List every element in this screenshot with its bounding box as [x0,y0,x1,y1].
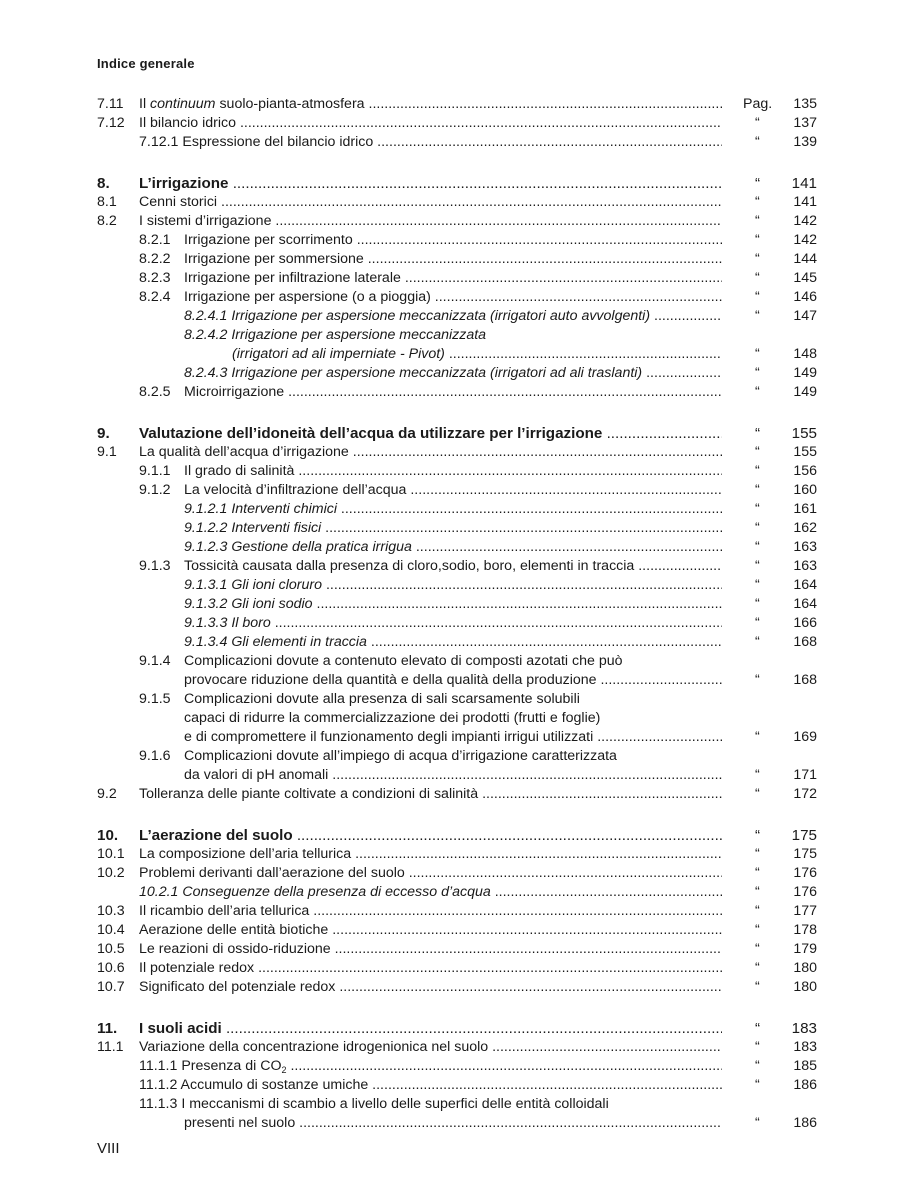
toc-page-number: 148 [793,346,817,362]
toc-section-number: 10.1 [97,846,125,862]
toc-ditto-mark: “ [755,425,761,442]
running-header: Indice generale [97,56,195,71]
toc-entry-row [97,557,817,576]
toc-entry-title: La qualità dell’acqua d’irrigazione ..... [139,443,722,462]
toc-page-number: 175 [791,827,817,844]
toc-entry-title: 9.1.3.4 Gli elementi in traccia ..... [184,633,722,652]
toc-ditto-mark: “ [755,444,760,460]
toc-ditto-mark: “ [755,884,760,900]
toc-entry-title: da valori di pH anomali ..... [184,766,722,785]
toc-entry-row [97,133,817,152]
table-of-contents [97,95,817,1133]
toc-ditto-mark: “ [755,115,760,131]
toc-entry-title: 8.2.4.3 Irrigazione per aspersione meccanizzata (irrigatori ad ali traslanti) ..... [184,364,722,383]
toc-entry-title: I suoli acidi ..... [139,1019,722,1038]
toc-entry-title: Irrigazione per scorrimento ..... [184,231,722,250]
toc-ditto-mark: “ [755,786,760,802]
toc-page-number: 166 [793,615,817,631]
toc-page-number: 176 [793,884,817,900]
toc-ditto-mark: “ [755,634,760,650]
toc-ditto-mark: “ [755,501,760,517]
toc-page-number: 183 [793,1039,817,1055]
toc-page-number: 139 [793,134,817,150]
toc-page-number: 177 [793,903,817,919]
toc-entry-title: Variazione della concentrazione idrogenionica nel suolo ..... [139,1038,722,1057]
toc-ditto-mark: “ [755,1039,760,1055]
toc-ditto-mark: “ [755,134,760,150]
toc-entry-title: I sistemi d’irrigazione ..... [139,212,722,231]
toc-page-number: 161 [793,501,817,517]
toc-ditto-mark: “ [755,1115,760,1131]
toc-entry-title: Aerazione delle entità biotiche ..... [139,921,722,940]
toc-section-number: 8.2 [97,213,117,229]
toc-entry-title: 7.12.1 Espressione del bilancio idrico ..... [139,133,722,152]
toc-section-number: 9.1.5 [139,691,171,707]
toc-ditto-mark: “ [755,1058,760,1074]
toc-section-number: 10.6 [97,960,125,976]
toc-page-number: 180 [793,979,817,995]
toc-entry-row [97,326,817,345]
toc-page-number: 164 [793,596,817,612]
toc-entry-row [97,1095,817,1114]
toc-section-number: 9.1.6 [139,748,171,764]
toc-section-number: 8.2.2 [139,251,171,267]
toc-page-number: 183 [791,1020,817,1037]
toc-page-number: 142 [793,213,817,229]
toc-ditto-mark: “ [755,827,761,844]
toc-section-number: 9.1.1 [139,463,171,479]
toc-entry-row [97,576,817,595]
toc-section-number: 9.1 [97,444,117,460]
toc-chapter-row [97,424,817,443]
toc-section-number: 11. [97,1020,118,1037]
toc-ditto-mark: “ [755,194,760,210]
toc-entry-title: Cenni storici ..... [139,193,722,212]
toc-ditto-mark: “ [755,346,760,362]
toc-entry-row [97,633,817,652]
toc-page-number: 168 [793,672,817,688]
toc-ditto-mark: “ [755,903,760,919]
toc-section-number: 8.1 [97,194,117,210]
toc-entry-title: Valutazione dell’idoneità dell’acqua da utilizzare per l’irrigazione ..... [139,424,722,443]
toc-page-number: 141 [791,175,817,192]
toc-page-number: 147 [793,308,817,324]
toc-page-number: 164 [793,577,817,593]
toc-ditto-mark: “ [755,175,761,192]
toc-entry-row [97,212,817,231]
toc-page-number: 163 [793,539,817,555]
toc-entry-title: La velocità d’infiltrazione dell’acqua ..... [184,481,722,500]
toc-entry-title: La composizione dell’aria tellurica ..... [139,845,722,864]
toc-entry-title: Il bilancio idrico ..... [139,114,722,133]
toc-entry-title: Tossicità causata dalla presenza di cloro,sodio, boro, elementi in traccia ..... [184,557,722,576]
toc-ditto-mark: “ [755,672,760,688]
toc-entry-title: 9.1.2.3 Gestione della pratica irrigua ..... [184,538,722,557]
toc-section-number: 9.1.2 [139,482,171,498]
toc-entry-row [97,481,817,500]
toc-entry-title: 8.2.4.2 Irrigazione per aspersione meccanizzata [184,327,487,343]
toc-page-number: 169 [793,729,817,745]
toc-entry-row [97,978,817,997]
toc-entry-row [97,231,817,250]
toc-page-number: 168 [793,634,817,650]
toc-ditto-mark: “ [755,539,760,555]
toc-section-number: 10. [97,827,119,844]
toc-page-number: 171 [793,767,817,783]
toc-chapter-row [97,1019,817,1038]
toc-entry-row [97,864,817,883]
toc-chapter-row [97,826,817,845]
toc-page-number: 160 [793,482,817,498]
toc-ditto-mark: “ [755,232,760,248]
toc-entry-title: Microirrigazione ..... [184,383,722,402]
toc-page-number: 142 [793,232,817,248]
toc-entry-row [97,940,817,959]
toc-section-number: 9.2 [97,786,117,802]
toc-pag-label: Pag. [743,96,773,112]
toc-section-number: 8. [97,175,110,192]
toc-entry-title: capaci di ridurre la commercializzazione dei prodotti (frutti e foglie) [184,710,601,726]
toc-entry-row [97,652,817,671]
toc-entry-title: Il continuum suolo-pianta-atmosfera ..... [139,95,722,114]
toc-entry-row [97,921,817,940]
toc-section-number: 7.12 [97,115,125,131]
toc-page-number: 162 [793,520,817,536]
toc-entry-row [97,364,817,383]
toc-entry-title: Irrigazione per aspersione (o a pioggia) ..... [184,288,722,307]
toc-page-number: 186 [793,1077,817,1093]
toc-entry-title: 9.1.3.3 Il boro ..... [184,614,722,633]
toc-page-number: 135 [793,96,817,112]
toc-ditto-mark: “ [755,384,760,400]
toc-section-number: 8.2.5 [139,384,171,400]
toc-section-number: 8.2.3 [139,270,171,286]
toc-page-number: 172 [793,786,817,802]
toc-entry-title: Significato del potenziale redox ..... [139,978,722,997]
toc-ditto-mark: “ [755,941,760,957]
toc-page-number: 155 [791,425,817,442]
toc-entry-row [97,845,817,864]
toc-page-number: 149 [793,384,817,400]
toc-section-number: 8.2.1 [139,232,171,248]
toc-entry-title: provocare riduzione della quantità e della qualità della produzione ..... [184,671,722,690]
toc-ditto-mark: “ [755,846,760,862]
toc-entry-title: 9.1.3.2 Gli ioni sodio ..... [184,595,722,614]
toc-ditto-mark: “ [755,482,760,498]
toc-page-number: 185 [793,1058,817,1074]
toc-entry-row [97,671,817,690]
toc-page-number: 149 [793,365,817,381]
toc-entry-title: 11.1.2 Accumulo di sostanze umiche ..... [139,1076,722,1095]
toc-entry-title: L’aerazione del suolo ..... [139,826,722,845]
toc-entry-row [97,95,817,114]
toc-entry-title: Il potenziale redox ..... [139,959,722,978]
toc-ditto-mark: “ [755,596,760,612]
toc-section-number: 11.1 [97,1039,124,1055]
toc-ditto-mark: “ [755,558,760,574]
toc-entry-row [97,728,817,747]
toc-ditto-mark: “ [755,213,760,229]
toc-section-number: 9. [97,425,110,442]
toc-entry-row [97,114,817,133]
toc-entry-row [97,902,817,921]
toc-entry-row [97,690,817,709]
toc-entry-row [97,307,817,326]
toc-entry-row [97,443,817,462]
toc-entry-title: 11.1.1 Presenza di $CO_2$ ..... [139,1057,722,1076]
toc-entry-row [97,1076,817,1095]
toc-entry-row [97,193,817,212]
toc-entry-title: presenti nel suolo ..... [184,1114,722,1133]
toc-ditto-mark: “ [755,767,760,783]
toc-entry-row [97,269,817,288]
toc-entry-title: Irrigazione per infiltrazione laterale ..... [184,269,722,288]
toc-section-number: 10.2 [97,865,125,881]
toc-entry-row [97,345,817,364]
toc-ditto-mark: “ [755,308,760,324]
toc-entry-row [97,766,817,785]
toc-section-number: 7.11 [97,96,124,112]
toc-section-number: 10.3 [97,903,125,919]
toc-page-number: 156 [793,463,817,479]
toc-entry-title: Complicazioni dovute a contenuto elevato di composti azotati che può [184,653,623,669]
toc-entry-row [97,538,817,557]
toc-ditto-mark: “ [755,865,760,881]
toc-ditto-mark: “ [755,463,760,479]
toc-entry-row [97,747,817,766]
toc-ditto-mark: “ [755,251,760,267]
toc-ditto-mark: “ [755,520,760,536]
toc-entry-title: Problemi derivanti dall’aerazione del suolo ..... [139,864,722,883]
toc-entry-row [97,383,817,402]
toc-entry-title: 8.2.4.1 Irrigazione per aspersione meccanizzata (irrigatori auto avvolgenti) ..... [184,307,722,326]
toc-entry-title: 9.1.2.2 Interventi fisici ..... [184,519,722,538]
toc-page-number: 145 [793,270,817,286]
toc-section-number: 9.1.4 [139,653,171,669]
toc-entry-row [97,1057,817,1076]
toc-entry-title: Le reazioni di ossido-riduzione ..... [139,940,722,959]
toc-page-number: 163 [793,558,817,574]
toc-entry-title: L’irrigazione ..... [139,174,722,193]
toc-ditto-mark: “ [755,615,760,631]
toc-entry-title: 9.1.3.1 Gli ioni cloruro ..... [184,576,722,595]
toc-ditto-mark: “ [755,577,760,593]
toc-ditto-mark: “ [755,1020,761,1037]
toc-entry-row [97,288,817,307]
toc-page-number: 141 [793,194,817,210]
toc-entry-title: Complicazioni dovute alla presenza di sali scarsamente solubili [184,691,580,707]
toc-page-number: 155 [793,444,817,460]
toc-entry-row [97,883,817,902]
toc-entry-row [97,250,817,269]
toc-section-number: 8.2.4 [139,289,171,305]
toc-entry-row [97,500,817,519]
toc-entry-row [97,614,817,633]
toc-entry-title: (irrigatori ad ali imperniate - Pivot) ..... [232,345,722,364]
toc-page-number: 146 [793,289,817,305]
toc-ditto-mark: “ [755,729,760,745]
toc-ditto-mark: “ [755,1077,760,1093]
toc-entry-row [97,959,817,978]
toc-section-number: 10.7 [97,979,125,995]
toc-page-number: 137 [793,115,817,131]
toc-entry-row [97,595,817,614]
toc-page-number: 178 [793,922,817,938]
toc-entry-row [97,785,817,804]
toc-ditto-mark: “ [755,979,760,995]
toc-section-number: 10.4 [97,922,125,938]
toc-page-number: 144 [793,251,817,267]
toc-ditto-mark: “ [755,365,760,381]
toc-page-number: 180 [793,960,817,976]
toc-entry-row [97,519,817,538]
toc-entry-title: 11.1.3 I meccanismi di scambio a livello delle superfici delle entità colloidali [139,1096,609,1112]
toc-ditto-mark: “ [755,960,760,976]
toc-section-number: 9.1.3 [139,558,171,574]
toc-entry-row [97,709,817,728]
toc-entry-title: Il grado di salinità ..... [184,462,722,481]
page-number: VIII [97,1140,120,1157]
toc-entry-title: 9.1.2.1 Interventi chimici ..... [184,500,722,519]
toc-entry-row [97,462,817,481]
toc-entry-title: Irrigazione per sommersione ..... [184,250,722,269]
toc-page-number: 176 [793,865,817,881]
toc-chapter-row [97,174,817,193]
toc-ditto-mark: “ [755,922,760,938]
toc-page-number: 186 [793,1115,817,1131]
toc-ditto-mark: “ [755,289,760,305]
toc-ditto-mark: “ [755,270,760,286]
toc-entry-title: Tolleranza delle piante coltivate a condizioni di salinità ..... [139,785,722,804]
toc-section-number: 10.5 [97,941,125,957]
toc-entry-title: 10.2.1 Conseguenze della presenza di eccesso d’acqua ..... [139,883,722,902]
toc-entry-title: e di compromettere il funzionamento degli impianti irrigui utilizzati ..... [184,728,722,747]
toc-page-number: 179 [793,941,817,957]
toc-entry-row [97,1038,817,1057]
toc-entry-title: Il ricambio dell’aria tellurica ..... [139,902,722,921]
toc-page-number: 175 [793,846,817,862]
toc-entry-title: Complicazioni dovute all’impiego di acqua d’irrigazione caratterizzata [184,748,617,764]
toc-entry-row [97,1114,817,1133]
